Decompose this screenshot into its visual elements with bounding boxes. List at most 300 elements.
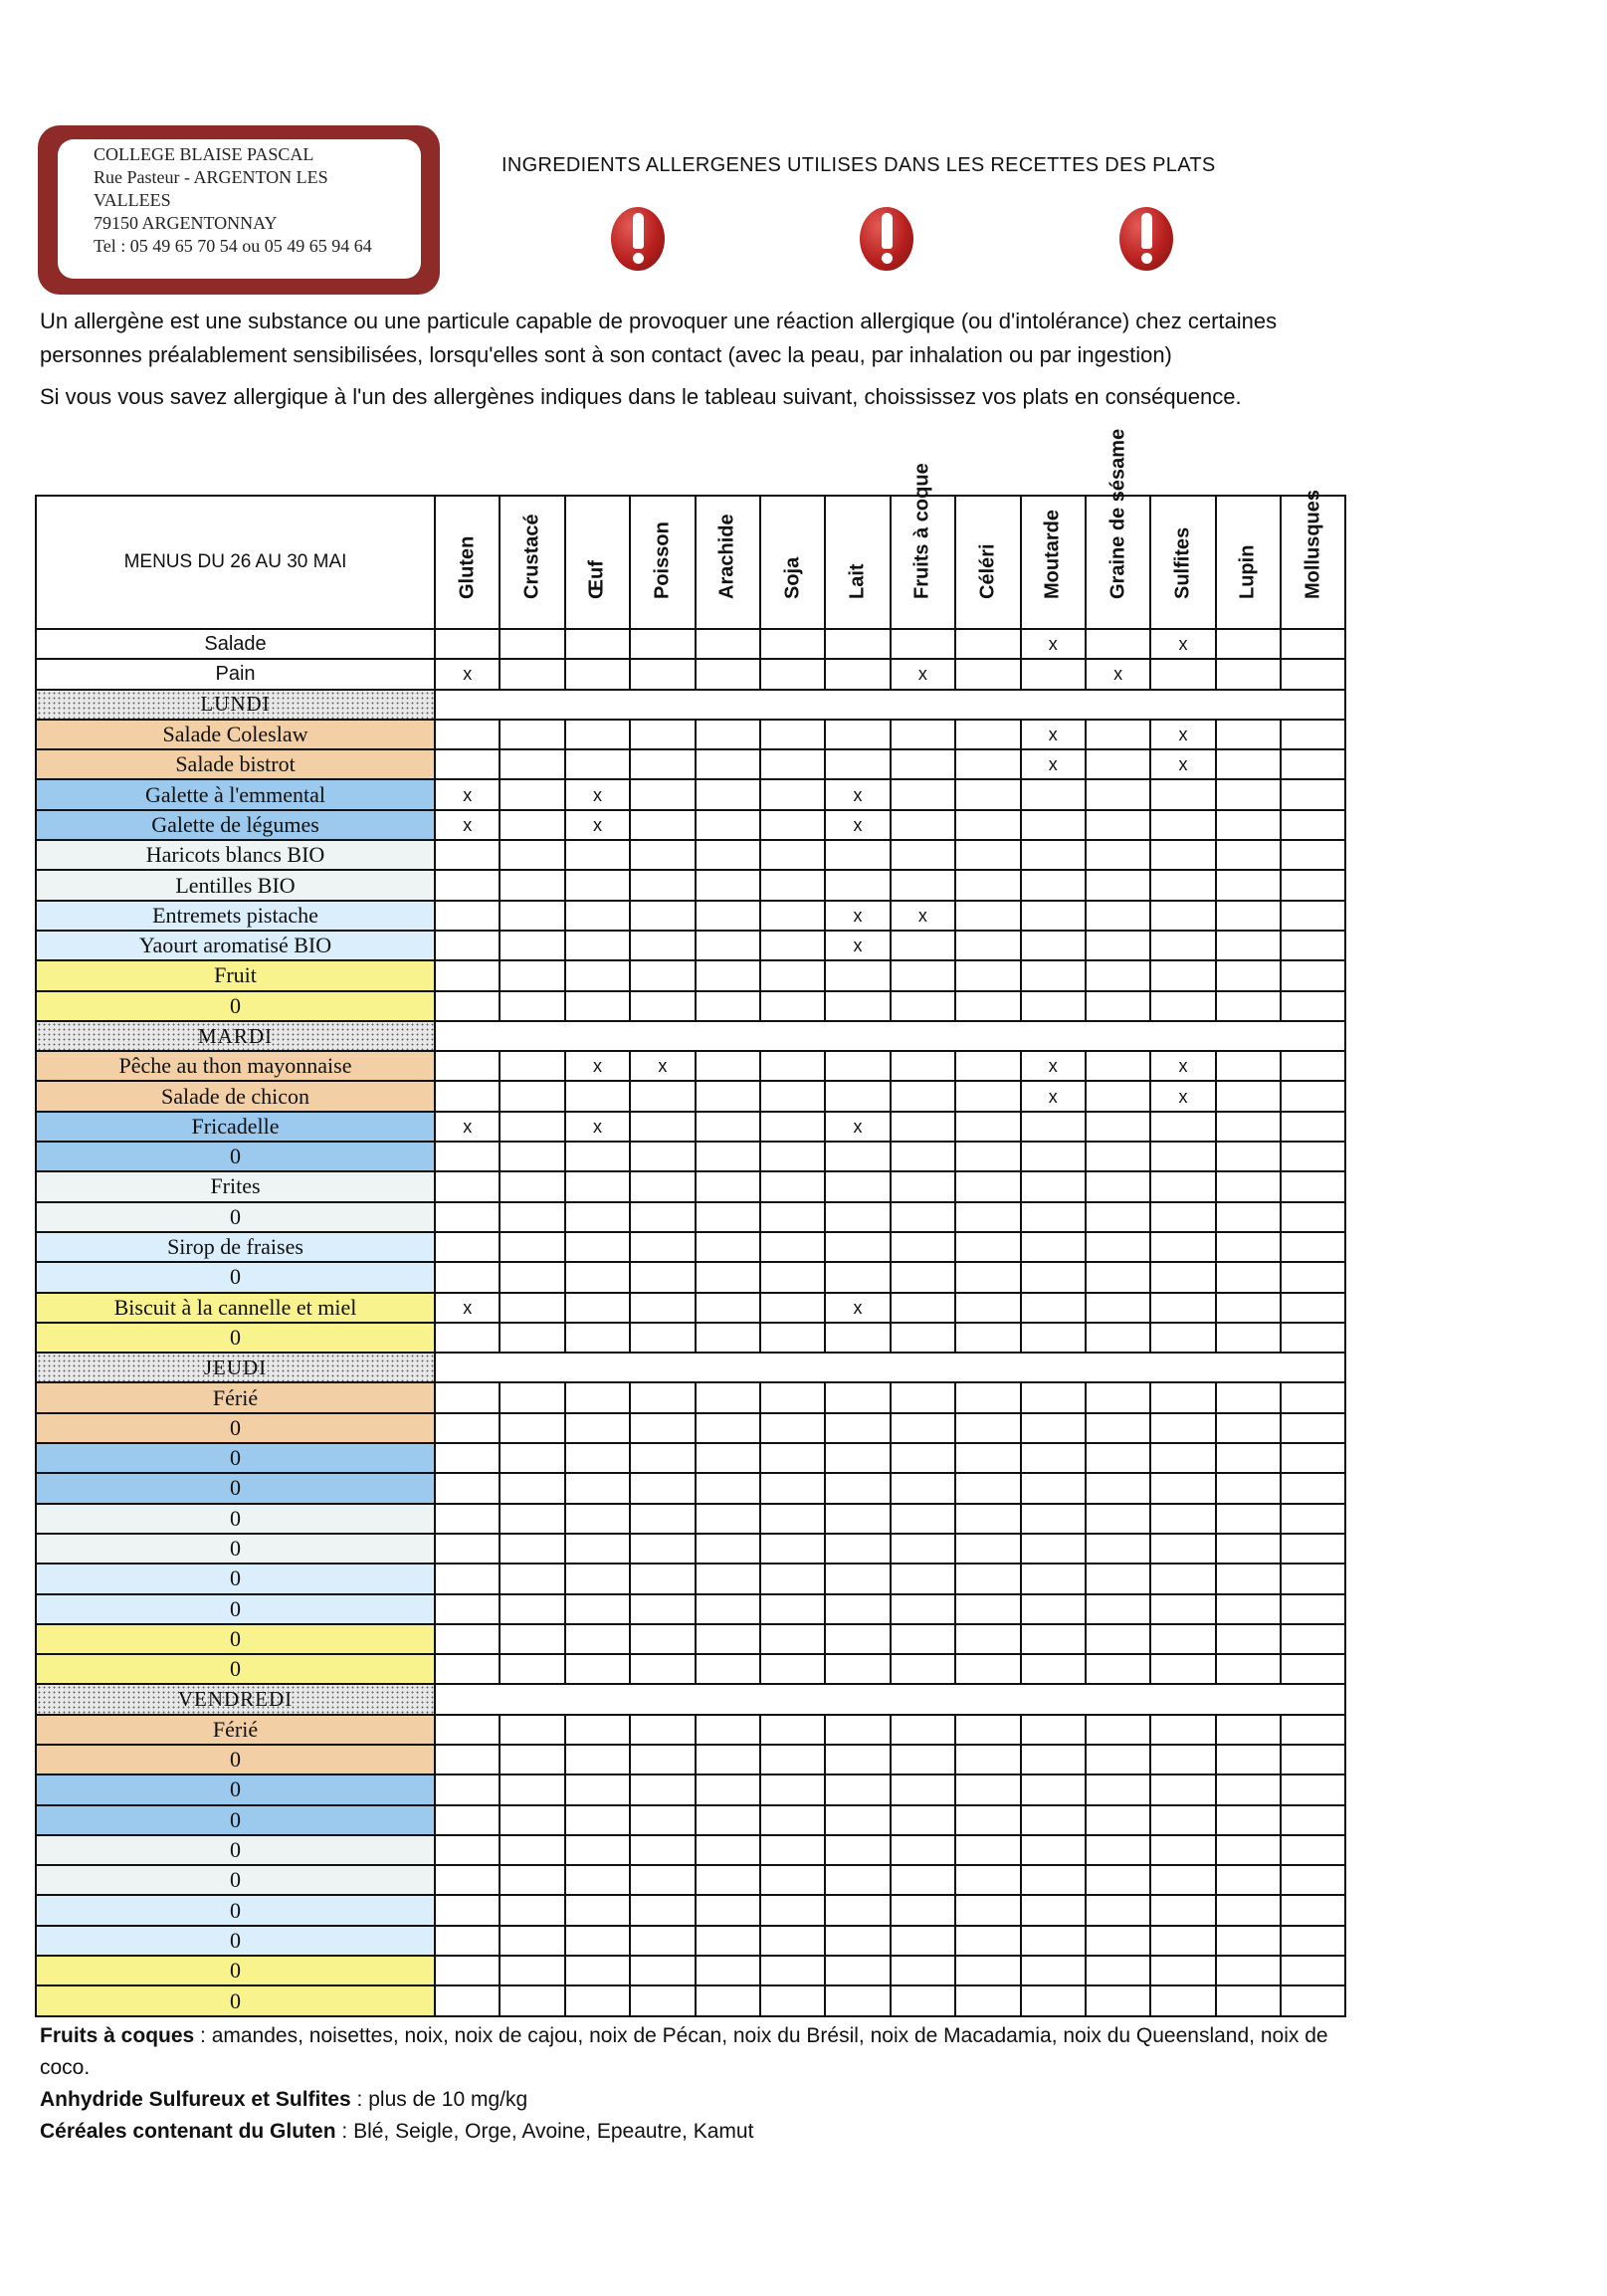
dish-name: Biscuit à la cannelle et miel (36, 1293, 435, 1323)
document-title: INGREDIENTS ALLERGENES UTILISES DANS LES RECETTES DES PLATS (502, 154, 1216, 176)
allergen-mark: x (825, 901, 890, 931)
allergen-cell (435, 1956, 500, 1985)
allergen-cell (1086, 960, 1150, 990)
allergen-cell (760, 779, 825, 809)
allergen-cell (1281, 1956, 1345, 1985)
allergen-cell (1150, 1293, 1215, 1323)
allergen-cell (1150, 1534, 1215, 1564)
allergen-cell (1216, 1051, 1281, 1081)
allergen-cell (1216, 840, 1281, 870)
allergen-cell (955, 1956, 1020, 1985)
allergen-cell (1281, 659, 1345, 689)
allergen-cell (630, 720, 695, 749)
allergen-cell (1216, 1534, 1281, 1564)
allergen-cell (1021, 1774, 1086, 1804)
allergen-cell (435, 1413, 500, 1443)
allergen-cell (825, 1504, 890, 1534)
allergen-cell (955, 1081, 1020, 1111)
allergen-cell (891, 1654, 955, 1684)
allergen-cell (891, 1564, 955, 1593)
allergen-cell (1281, 1171, 1345, 1201)
allergen-table (35, 428, 1346, 2017)
allergen-cell (1216, 1293, 1281, 1323)
dish-name: 0 (36, 1142, 435, 1171)
dish-name: 0 (36, 1926, 435, 1956)
allergen-cell (1150, 840, 1215, 870)
allergen-cell (825, 1805, 890, 1835)
allergen-cell (500, 1323, 564, 1353)
allergen-cell (1021, 1895, 1086, 1925)
allergen-cell (891, 810, 955, 840)
allergen-cell (1086, 1805, 1150, 1835)
allergen-cell (1150, 1202, 1215, 1232)
allergen-cell (825, 840, 890, 870)
allergen-cell (630, 1504, 695, 1534)
allergen-cell (1216, 1774, 1281, 1804)
allergen-cell (696, 960, 760, 990)
allergen-column-header (825, 496, 890, 629)
allergen-cell (565, 901, 630, 931)
allergen-cell (1086, 1293, 1150, 1323)
allergen-cell (435, 1865, 500, 1895)
allergen-cell (1021, 1624, 1086, 1654)
allergen-cell (696, 1715, 760, 1745)
allergen-cell (955, 810, 1020, 840)
table-row (36, 1895, 1345, 1925)
allergen-column-header (955, 496, 1020, 629)
allergen-cell (760, 1835, 825, 1865)
allergen-column-header (760, 496, 825, 629)
dish-name: 0 (36, 1473, 435, 1503)
allergen-cell (1150, 1985, 1215, 2015)
dish-name: Lentilles BIO (36, 870, 435, 900)
allergen-cell (891, 1926, 955, 1956)
allergen-cell (1150, 1413, 1215, 1443)
table-row (36, 1262, 1345, 1292)
allergen-cell (696, 749, 760, 779)
allergen-mark: x (435, 810, 500, 840)
allergen-mark: x (1021, 1081, 1086, 1111)
allergen-cell (1281, 1895, 1345, 1925)
allergen-cell (760, 1654, 825, 1684)
allergen-cell (1086, 629, 1150, 659)
dish-name: 0 (36, 1323, 435, 1353)
allergen-cell (565, 1985, 630, 2015)
allergen-cell (1086, 749, 1150, 779)
allergen-cell (825, 1926, 890, 1956)
allergen-cell (1216, 1624, 1281, 1654)
allergen-cell (1086, 1262, 1150, 1292)
allergen-cell (1216, 1715, 1281, 1745)
allergen-cell (500, 1534, 564, 1564)
allergen-cell (1216, 1413, 1281, 1443)
table-row (36, 1865, 1345, 1895)
school-name: COLLEGE BLAISE PASCAL (94, 144, 314, 164)
allergen-cell (696, 1504, 760, 1534)
allergen-cell (1150, 1654, 1215, 1684)
allergen-column-header (891, 463, 955, 629)
allergen-cell (825, 1262, 890, 1292)
allergen-name: Graine de sésame (1106, 428, 1129, 599)
allergen-cell (435, 1926, 500, 1956)
allergen-cell (891, 1985, 955, 2015)
allergen-cell (696, 1654, 760, 1684)
allergen-cell (500, 1715, 564, 1745)
allergen-cell (825, 1171, 890, 1201)
allergen-cell (891, 991, 955, 1021)
allergen-cell (1021, 1805, 1086, 1835)
allergen-cell (1086, 991, 1150, 1021)
allergen-cell (1086, 1624, 1150, 1654)
table-row (36, 749, 1345, 779)
allergen-cell (565, 1473, 630, 1503)
allergen-cell (760, 1382, 825, 1412)
allergen-cell (1021, 1985, 1086, 2015)
allergen-cell (500, 1473, 564, 1503)
allergen-cell (1021, 960, 1086, 990)
allergen-cell (1216, 1504, 1281, 1534)
allergen-cell (500, 720, 564, 749)
allergen-cell (1216, 1594, 1281, 1624)
allergen-cell (1281, 840, 1345, 870)
allergen-cell (1216, 1865, 1281, 1895)
allergen-cell (1086, 1774, 1150, 1804)
allergen-cell (435, 1051, 500, 1081)
school-logo-frame (38, 125, 440, 295)
table-row (36, 1594, 1345, 1624)
day-row (36, 1021, 1345, 1051)
allergen-cell (630, 1262, 695, 1292)
allergen-cell (435, 1504, 500, 1534)
allergen-cell (565, 1835, 630, 1865)
allergen-cell (565, 1805, 630, 1835)
allergen-cell (435, 1805, 500, 1835)
allergen-column-header (1281, 489, 1345, 629)
allergen-cell (955, 901, 1020, 931)
allergen-cell (500, 1112, 564, 1142)
allergen-cell (565, 1956, 630, 1985)
allergen-cell (630, 1142, 695, 1171)
allergen-cell (1216, 960, 1281, 990)
allergen-name: Gluten (456, 535, 479, 599)
allergen-cell (630, 1985, 695, 2015)
table-row (36, 1835, 1345, 1865)
allergen-cell (630, 1413, 695, 1443)
allergen-cell (565, 1534, 630, 1564)
allergen-cell (1216, 629, 1281, 659)
allergen-cell (696, 720, 760, 749)
dish-name: 0 (36, 1413, 435, 1443)
allergen-cell (1086, 1443, 1150, 1473)
allergen-cell (565, 840, 630, 870)
allergen-cell (630, 1232, 695, 1262)
allergen-cell (1021, 1171, 1086, 1201)
allergen-cell (565, 1774, 630, 1804)
dish-name: 0 (36, 1774, 435, 1804)
allergen-cell (1021, 901, 1086, 931)
allergen-cell (1216, 1926, 1281, 1956)
allergen-cell (435, 1443, 500, 1473)
dish-name: 0 (36, 1594, 435, 1624)
allergen-cell (1021, 1715, 1086, 1745)
allergen-cell (1281, 1382, 1345, 1412)
allergen-cell (435, 1142, 500, 1171)
allergen-cell (955, 1564, 1020, 1593)
allergen-cell (760, 1323, 825, 1353)
allergen-cell (1281, 1293, 1345, 1323)
dish-name: 0 (36, 1835, 435, 1865)
allergen-cell (1021, 1926, 1086, 1956)
allergen-cell (1086, 1112, 1150, 1142)
allergen-cell (760, 1081, 825, 1111)
allergen-cell (955, 720, 1020, 749)
allergen-cell (500, 810, 564, 840)
allergen-cell (435, 870, 500, 900)
allergen-cell (696, 1805, 760, 1835)
allergen-column-header (696, 496, 760, 629)
allergen-cell (760, 1805, 825, 1835)
allergen-cell (435, 749, 500, 779)
allergen-cell (565, 1594, 630, 1624)
allergen-cell (891, 720, 955, 749)
dish-name: Fruit (36, 960, 435, 990)
allergen-cell (1086, 720, 1150, 749)
allergen-cell (1281, 1805, 1345, 1835)
allergen-cell (565, 1895, 630, 1925)
allergen-cell (760, 1534, 825, 1564)
allergen-cell (1086, 931, 1150, 960)
allergen-mark: x (825, 931, 890, 960)
allergen-cell (1216, 991, 1281, 1021)
allergen-cell (891, 1956, 955, 1985)
allergen-cell (565, 1443, 630, 1473)
allergen-cell (630, 960, 695, 990)
allergen-cell (955, 779, 1020, 809)
allergen-cell (696, 1323, 760, 1353)
allergen-cell (760, 1745, 825, 1774)
allergen-cell (500, 659, 564, 689)
allergen-cell (1150, 1805, 1215, 1835)
allergen-cell (1281, 1232, 1345, 1262)
allergen-name: Sulfites (1171, 526, 1194, 599)
allergen-cell (825, 960, 890, 990)
allergen-cell (565, 1382, 630, 1412)
allergen-cell (825, 1232, 890, 1262)
allergen-cell (760, 1202, 825, 1232)
allergen-cell (1086, 1745, 1150, 1774)
allergen-cell (500, 1443, 564, 1473)
allergen-cell (955, 1232, 1020, 1262)
allergen-cell (500, 1594, 564, 1624)
allergen-cell (500, 1262, 564, 1292)
exclamation-icon (860, 207, 913, 271)
table-row (36, 1504, 1345, 1534)
allergen-cell (630, 1323, 695, 1353)
allergen-cell (760, 629, 825, 659)
allergen-cell (565, 1323, 630, 1353)
allergen-cell (1021, 1473, 1086, 1503)
allergen-cell (1150, 1112, 1215, 1142)
allergen-cell (1086, 1835, 1150, 1865)
allergen-cell (565, 1654, 630, 1684)
allergen-cell (1086, 1715, 1150, 1745)
allergen-cell (1150, 1564, 1215, 1593)
allergen-cell (1021, 1293, 1086, 1323)
allergen-cell (696, 1895, 760, 1925)
day-label: MARDI (36, 1021, 435, 1051)
allergen-mark: x (630, 1051, 695, 1081)
allergen-cell (955, 1805, 1020, 1835)
allergen-cell (630, 1805, 695, 1835)
allergen-cell (955, 1534, 1020, 1564)
allergen-cell (1281, 1654, 1345, 1684)
allergen-cell (696, 1624, 760, 1654)
table-row (36, 1805, 1345, 1835)
allergen-cell (955, 629, 1020, 659)
table-row (36, 1926, 1345, 1956)
allergen-cell (760, 1594, 825, 1624)
table-row (36, 1081, 1345, 1111)
allergen-cell (1216, 1232, 1281, 1262)
allergen-cell (825, 1956, 890, 1985)
allergen-cell (630, 1473, 695, 1503)
allergen-cell (955, 1443, 1020, 1473)
allergen-cell (1021, 1504, 1086, 1534)
allergen-cell (565, 629, 630, 659)
allergen-cell (760, 1142, 825, 1171)
dish-name: Fricadelle (36, 1112, 435, 1142)
dish-name: Férié (36, 1382, 435, 1412)
allergen-cell (1281, 1142, 1345, 1171)
allergen-cell (1086, 1142, 1150, 1171)
allergen-cell (630, 1382, 695, 1412)
allergen-cell (760, 1504, 825, 1534)
allergen-cell (955, 1594, 1020, 1624)
allergen-cell (825, 1323, 890, 1353)
allergen-cell (1021, 840, 1086, 870)
allergen-cell (1216, 1835, 1281, 1865)
allergen-cell (500, 1805, 564, 1835)
allergen-cell (955, 1624, 1020, 1654)
dish-name: 0 (36, 991, 435, 1021)
allergen-cell (1281, 1564, 1345, 1593)
allergen-cell (500, 1051, 564, 1081)
allergen-cell (955, 1715, 1020, 1745)
table-row (36, 779, 1345, 809)
allergen-cell (1150, 1745, 1215, 1774)
allergen-cell (1216, 1112, 1281, 1142)
allergen-cell (1150, 810, 1215, 840)
allergen-cell (1150, 1262, 1215, 1292)
allergen-cell (891, 1504, 955, 1534)
allergen-cell (500, 1171, 564, 1201)
allergen-cell (696, 810, 760, 840)
allergen-cell (500, 1413, 564, 1443)
allergen-cell (630, 810, 695, 840)
table-row (36, 1413, 1345, 1443)
allergen-cell (955, 1745, 1020, 1774)
allergen-cell (760, 1293, 825, 1323)
allergen-cell (760, 1624, 825, 1654)
allergen-cell (1021, 1142, 1086, 1171)
allergen-cell (1021, 991, 1086, 1021)
allergen-cell (1281, 1594, 1345, 1624)
allergen-cell (500, 1895, 564, 1925)
allergen-cell (630, 779, 695, 809)
allergen-cell (760, 749, 825, 779)
allergen-column-header (565, 496, 630, 629)
allergen-cell (435, 1473, 500, 1503)
dish-name: Galette de légumes (36, 810, 435, 840)
allergen-cell (891, 1323, 955, 1353)
allergen-cell (1021, 1443, 1086, 1473)
table-row (36, 1202, 1345, 1232)
allergen-cell (760, 1171, 825, 1201)
table-row (36, 1051, 1345, 1081)
allergen-cell (500, 1232, 564, 1262)
allergen-cell (1150, 870, 1215, 900)
allergen-cell (565, 1202, 630, 1232)
allergen-cell (1150, 960, 1215, 990)
allergen-cell (565, 1715, 630, 1745)
allergen-cell (500, 1774, 564, 1804)
allergen-cell (630, 1564, 695, 1593)
table-row (36, 720, 1345, 749)
allergen-cell (1216, 1473, 1281, 1503)
allergen-cell (696, 1051, 760, 1081)
table-row (36, 1293, 1345, 1323)
note-term: Céréales contenant du Gluten (40, 2120, 336, 2143)
allergen-cell (955, 1202, 1020, 1232)
dish-name: Salade (36, 629, 435, 659)
allergen-cell (1281, 1262, 1345, 1292)
allergen-cell (760, 659, 825, 689)
allergen-cell (1216, 901, 1281, 931)
allergen-cell (630, 1534, 695, 1564)
allergen-cell (955, 1926, 1020, 1956)
allergen-cell (565, 749, 630, 779)
allergen-cell (1281, 991, 1345, 1021)
dish-name: 0 (36, 1262, 435, 1292)
allergen-cell (696, 1413, 760, 1443)
allergen-cell (1281, 1715, 1345, 1745)
allergen-name: Mollusques (1302, 489, 1324, 599)
allergen-cell (1150, 1624, 1215, 1654)
allergen-cell (630, 1293, 695, 1323)
allergen-cell (825, 870, 890, 900)
allergen-cell (500, 901, 564, 931)
table-row (36, 810, 1345, 840)
allergen-mark: x (1086, 659, 1150, 689)
day-spacer (435, 690, 1345, 720)
table-row (36, 1171, 1345, 1201)
dish-name: 0 (36, 1956, 435, 1985)
allergen-cell (1086, 1382, 1150, 1412)
table-row (36, 1985, 1345, 2015)
dish-name: Yaourt aromatisé BIO (36, 931, 435, 960)
allergen-cell (1281, 720, 1345, 749)
allergen-cell (696, 1745, 760, 1774)
allergen-cell (955, 840, 1020, 870)
allergen-cell (435, 1594, 500, 1624)
allergen-cell (955, 1171, 1020, 1201)
table-row (36, 870, 1345, 900)
allergen-cell (760, 1985, 825, 2015)
allergen-cell (1216, 720, 1281, 749)
school-street: Rue Pasteur - ARGENTON LES (94, 167, 328, 187)
allergen-cell (891, 1262, 955, 1292)
allergen-cell (1281, 901, 1345, 931)
